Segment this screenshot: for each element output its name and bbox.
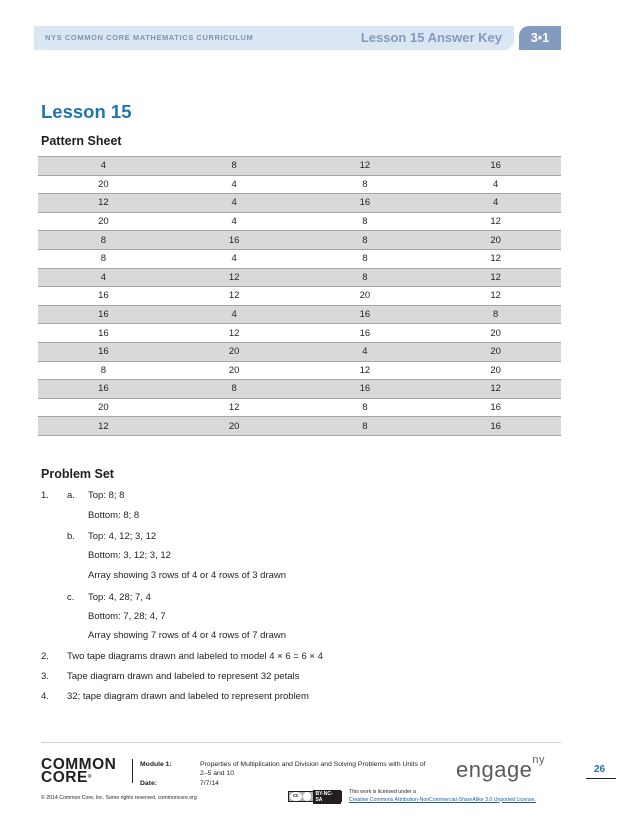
- table-cell: 4: [231, 178, 237, 190]
- cc-badge-label: BY-NC-SA: [313, 790, 341, 804]
- table-cell: 12: [490, 290, 501, 302]
- table-cell: 8: [231, 383, 237, 395]
- table-row: [38, 176, 561, 195]
- table-cell: 8: [100, 234, 107, 246]
- table-cell: 20: [98, 216, 109, 228]
- table-cell: 8: [362, 178, 368, 190]
- table-cell: 16: [490, 420, 501, 432]
- registered-icon: ®: [87, 774, 92, 780]
- table-row: [38, 213, 561, 232]
- answer-line: Bottom: 3, 12; 3, 12: [88, 550, 171, 561]
- answer-line: Top: 8; 8: [88, 490, 125, 501]
- table-cell: 8: [362, 216, 368, 228]
- answer-line: Bottom: 7, 28; 4, 7: [88, 611, 166, 622]
- table-cell: 12: [490, 253, 501, 265]
- table-cell: 16: [359, 383, 371, 395]
- table-cell: 8: [362, 234, 368, 246]
- table-cell: 20: [490, 346, 501, 358]
- answer-line: Top: 4, 28; 7, 4: [88, 592, 151, 603]
- table-row: [38, 324, 561, 343]
- table-row: [38, 399, 561, 418]
- table-cell: 8: [362, 420, 368, 432]
- answer-line: Array showing 7 rows of 4 or 4 rows of 7 drawn: [88, 630, 287, 641]
- answer-line: 32; tape diagram drawn and labeled to represent problem: [67, 691, 309, 702]
- common-core-logo: [41, 758, 116, 784]
- table-row: [38, 157, 561, 176]
- table-cell: 4: [231, 253, 237, 265]
- table-cell: 8: [492, 309, 499, 321]
- table-cell: 20: [490, 364, 501, 376]
- license-line: This work is licensed under a: [349, 789, 416, 795]
- attribution-icon: [303, 792, 312, 801]
- table-cell: 16: [98, 383, 109, 395]
- answer-key-title: Lesson 15 Answer Key: [360, 30, 502, 45]
- table-cell: 16: [98, 290, 109, 302]
- answer-line: Tape diagram drawn and labeled to represent 32 petals: [67, 671, 300, 682]
- problem-part-letter: b.: [67, 531, 75, 542]
- table-cell: 20: [98, 178, 109, 190]
- creative-commons-badge: [288, 791, 342, 802]
- table-cell: 4: [231, 309, 237, 321]
- answer-line: Two tape diagrams drawn and labeled to model 4 × 6 = 6 × 4: [67, 651, 323, 662]
- lesson-title: Lesson 15: [41, 101, 132, 122]
- table-cell: 12: [490, 216, 501, 228]
- table-cell: 8: [362, 271, 368, 283]
- table-cell: 20: [228, 420, 240, 432]
- table-cell: 4: [231, 197, 237, 209]
- answer-line: Bottom: 8; 8: [88, 510, 140, 521]
- engage-text: engage: [456, 757, 533, 782]
- page-number: 26: [594, 764, 606, 775]
- table-cell: 12: [359, 160, 371, 172]
- table-cell: 16: [98, 346, 109, 358]
- problem-part-letter: c.: [67, 592, 75, 603]
- problem-part-letter: a.: [67, 490, 75, 501]
- table-cell: 12: [98, 197, 109, 209]
- table-row: [38, 194, 561, 213]
- problem-number: 4.: [41, 691, 49, 702]
- table-cell: 12: [228, 327, 240, 339]
- cc-icon: cc: [290, 792, 302, 801]
- table-row: [38, 380, 561, 399]
- table-cell: 8: [100, 364, 107, 376]
- table-cell: 12: [228, 402, 240, 414]
- table-cell: 20: [228, 364, 240, 376]
- problem-number: 2.: [41, 651, 49, 662]
- table-cell: 4: [231, 216, 237, 228]
- engageny-logo: [456, 753, 546, 783]
- table-cell: 12: [359, 364, 371, 376]
- table-cell: 4: [492, 178, 499, 190]
- problem-number: 3.: [41, 671, 49, 682]
- table-row: [38, 250, 561, 269]
- table-cell: 12: [490, 383, 501, 395]
- date-label: Date:: [140, 780, 157, 787]
- table-row: [38, 287, 561, 306]
- logo-line-1: COMMON: [41, 756, 117, 773]
- table-cell: 16: [490, 402, 501, 414]
- license-link[interactable]: Creative Commons Attribution-NonCommercial-ShareAlike 3.0 Unported License.: [349, 796, 536, 803]
- page-header: [34, 26, 561, 50]
- table-cell: 16: [228, 234, 240, 246]
- table-cell: 16: [98, 309, 109, 321]
- problem-set-title: Problem Set: [41, 467, 114, 481]
- curriculum-title: NYS COMMON CORE MATHEMATICS CURRICULUM: [45, 33, 254, 42]
- copyright-notice: © 2014 Common Core, Inc. Some rights reserved. commoncore.org: [41, 795, 197, 801]
- table-cell: 20: [359, 290, 371, 302]
- table-cell: 20: [228, 346, 240, 358]
- table-cell: 20: [490, 327, 501, 339]
- table-cell: 12: [490, 271, 501, 283]
- table-cell: 16: [359, 327, 371, 339]
- table-row: [38, 362, 561, 381]
- table-cell: 16: [359, 309, 371, 321]
- header-banner: [34, 26, 514, 50]
- table-row: [38, 343, 561, 362]
- license-notice: [349, 789, 536, 804]
- page-number-rule: [586, 778, 616, 779]
- footer-separator: [132, 759, 133, 783]
- pattern-sheet-table: [38, 156, 561, 436]
- table-cell: 8: [231, 160, 237, 172]
- grade-module-badge: 3•1: [519, 26, 561, 50]
- table-cell: 20: [98, 402, 109, 414]
- table-cell: 4: [100, 160, 107, 172]
- table-cell: 8: [362, 253, 368, 265]
- table-cell: 4: [362, 346, 368, 358]
- table-cell: 12: [98, 420, 109, 432]
- table-cell: 12: [228, 271, 240, 283]
- footer-divider: [41, 742, 561, 743]
- table-cell: 16: [98, 327, 109, 339]
- table-cell: 4: [492, 197, 499, 209]
- module-label: Module 1:: [140, 761, 172, 768]
- answer-line: Top: 4, 12; 3, 12: [88, 531, 157, 542]
- logo-line-2: CORE: [41, 769, 88, 786]
- problem-number: 1.: [41, 490, 49, 501]
- date-value: 7/7/14: [200, 780, 219, 787]
- table-cell: 20: [490, 234, 501, 246]
- table-row: [38, 306, 561, 325]
- module-title: Properties of Multiplication and Division and Solving Problems with Units of 2–5 and 10: [200, 761, 426, 777]
- table-row: [38, 417, 561, 436]
- table-cell: 12: [228, 290, 240, 302]
- table-row: [38, 269, 561, 288]
- answer-line: Array showing 3 rows of 4 or 4 rows of 3 drawn: [88, 570, 287, 581]
- ny-text: ny: [532, 753, 546, 766]
- table-cell: 16: [490, 160, 501, 172]
- table-cell: 16: [359, 197, 371, 209]
- table-cell: 4: [100, 271, 107, 283]
- pattern-sheet-title: Pattern Sheet: [41, 134, 122, 148]
- table-cell: 8: [100, 253, 107, 265]
- table-cell: 8: [362, 402, 368, 414]
- table-row: [38, 231, 561, 250]
